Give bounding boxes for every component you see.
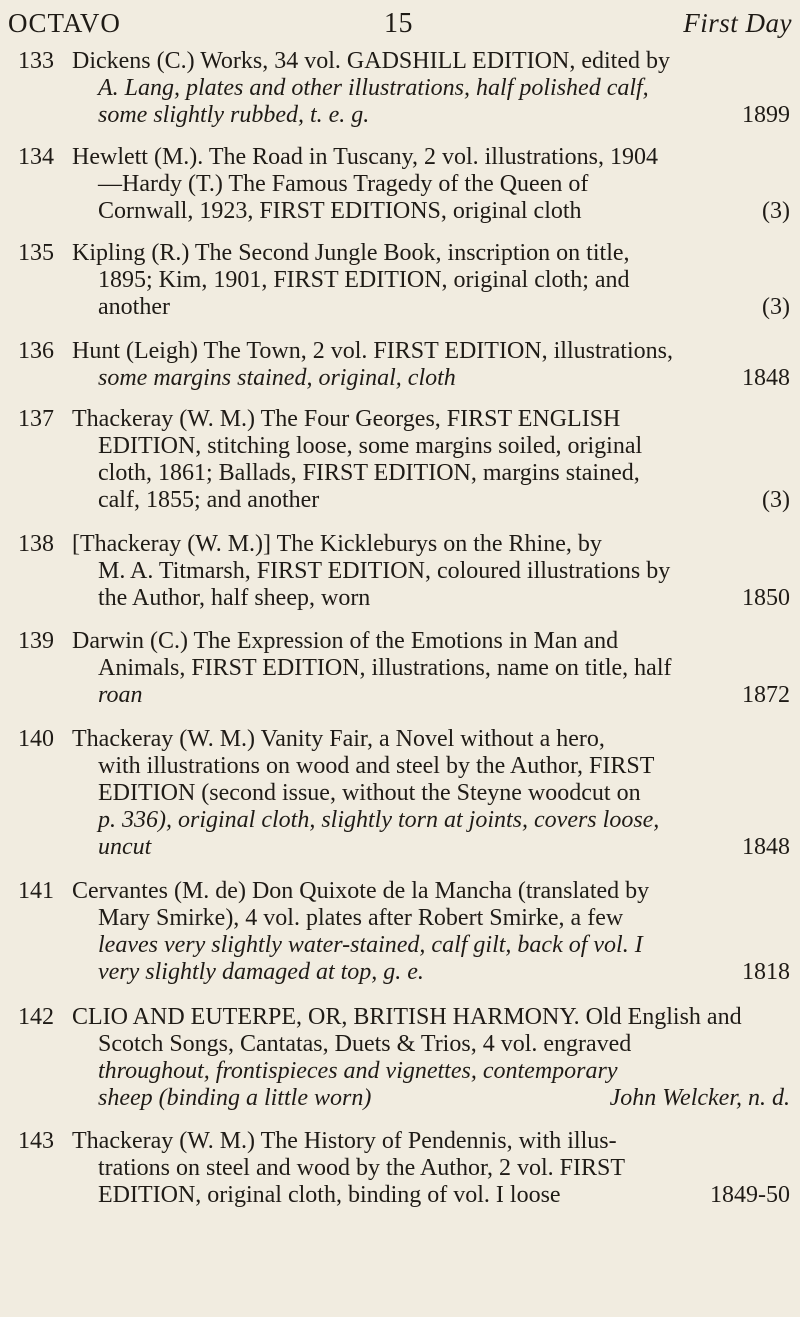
lot-number: 137 (18, 406, 54, 432)
lot-line: EDITION, stitching loose, some margins soiled, original (98, 433, 643, 459)
lot-date: 1848 (742, 365, 790, 391)
lot-line: Dickens (C.) Works, 34 vol. GADSHILL EDITION, edited by (72, 48, 670, 74)
lot-line: Animals, FIRST EDITION, illustrations, name on title, half (98, 655, 672, 681)
lot-date: 1872 (742, 682, 790, 708)
lot-line: the Author, half sheep, worn (98, 585, 371, 611)
lot-line: roan (98, 682, 143, 708)
lot-number: 138 (18, 531, 54, 557)
lot-line: —Hardy (T.) The Famous Tragedy of the Queen of (98, 171, 589, 197)
lot-date: John Welcker, n. d. (609, 1085, 790, 1111)
lot-line: EDITION (second issue, without the Steyne woodcut on (98, 780, 641, 806)
lot-line: some slightly rubbed, t. e. g. (98, 102, 370, 128)
lot-line: sheep (binding a little worn) (98, 1085, 372, 1111)
lot-line: [Thackeray (W. M.)] The Kickleburys on the Rhine, by (72, 531, 602, 557)
lot-line: leaves very slightly water-stained, calf gilt, back of vol. I (98, 932, 643, 958)
lot-date: 1850 (742, 585, 790, 611)
lot-line: another (98, 294, 170, 320)
lot-number: 140 (18, 726, 54, 752)
lot-number: 141 (18, 878, 54, 904)
lot-date: (3) (762, 294, 790, 320)
lot-line: trations on steel and wood by the Author, 2 vol. FIRST (98, 1155, 626, 1181)
lot-line: Hewlett (M.). The Road in Tuscany, 2 vol. illustrations, 1904 (72, 144, 658, 170)
lot-line: EDITION, original cloth, binding of vol. I loose (98, 1182, 561, 1208)
lot-line: very slightly damaged at top, g. e. (98, 959, 424, 985)
lot-number: 139 (18, 628, 54, 654)
lot-line: Hunt (Leigh) The Town, 2 vol. FIRST EDITION, illustrations, (72, 338, 673, 364)
lot-number: 135 (18, 240, 54, 266)
lot-date: (3) (762, 487, 790, 513)
lot-line: A. Lang, plates and other illustrations, half polished calf, (98, 75, 649, 101)
lot-line: Thackeray (W. M.) The History of Pendennis, with illus- (72, 1128, 617, 1154)
lot-list (18, 48, 790, 1317)
lot-date: 1849-50 (710, 1182, 790, 1208)
lot-line: M. A. Titmarsh, FIRST EDITION, coloured illustrations by (98, 558, 671, 584)
lot-number: 142 (18, 1004, 54, 1030)
lot-date: 1899 (742, 102, 790, 128)
lot-line: CLIO AND EUTERPE, OR, BRITISH HARMONY. Old English and (72, 1004, 742, 1030)
lot-line: Thackeray (W. M.) The Four Georges, FIRST ENGLISH (72, 406, 621, 432)
lot-line: Cervantes (M. de) Don Quixote de la Mancha (translated by (72, 878, 650, 904)
lot-date: 1818 (742, 959, 790, 985)
lot-number: 143 (18, 1128, 54, 1154)
lot-line: throughout, frontispieces and vignettes, contemporary (98, 1058, 618, 1084)
lot-date: (3) (762, 198, 790, 224)
lot-number: 136 (18, 338, 54, 364)
lot-line: p. 336), original cloth, slightly torn at joints, covers loose, (98, 807, 660, 833)
page-header (8, 8, 792, 44)
lot-line: 1895; Kim, 1901, FIRST EDITION, original cloth; and (98, 267, 630, 293)
lot-number: 134 (18, 144, 54, 170)
lot-line: Scotch Songs, Cantatas, Duets & Trios, 4 vol. engraved (98, 1031, 632, 1057)
lot-line: Mary Smirke), 4 vol. plates after Robert Smirke, a few (98, 905, 624, 931)
lot-line: Kipling (R.) The Second Jungle Book, inscription on title, (72, 240, 630, 266)
header-format: OCTAVO (8, 8, 121, 38)
lot-line: cloth, 1861; Ballads, FIRST EDITION, margins stained, (98, 460, 640, 486)
header-sale-day: First Day (683, 8, 792, 38)
lot-line: calf, 1855; and another (98, 487, 320, 513)
lot-line: with illustrations on wood and steel by the Author, FIRST (98, 753, 655, 779)
lot-line: uncut (98, 834, 152, 860)
lot-date: 1848 (742, 834, 790, 860)
page-number: 15 (384, 8, 413, 39)
lot-line: Thackeray (W. M.) Vanity Fair, a Novel without a hero, (72, 726, 605, 752)
lot-number: 133 (18, 48, 54, 74)
lot-line: Darwin (C.) The Expression of the Emotions in Man and (72, 628, 619, 654)
lot-line: Cornwall, 1923, FIRST EDITIONS, original cloth (98, 198, 582, 224)
lot-line: some margins stained, original, cloth (98, 365, 456, 391)
